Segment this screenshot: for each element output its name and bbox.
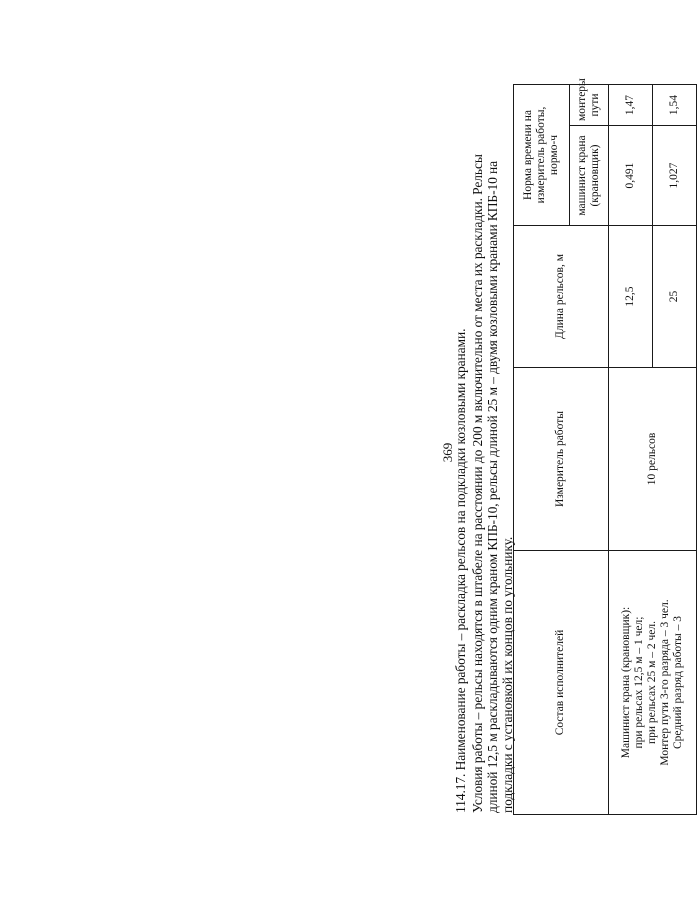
page-number: 369 <box>440 442 455 463</box>
track-fitters-cell: 1,47 <box>608 85 652 126</box>
performers-line: Средний разряд работы – 3 <box>671 615 684 750</box>
header-performers: Состав исполнителей <box>514 551 609 815</box>
header-norm-group: Норма времени на измеритель работы, нормо-ч <box>514 85 570 226</box>
conditions-line: подкладки с установкой их концов по угольнику. <box>500 536 515 813</box>
unit-cell: 10 рельсов <box>608 368 696 551</box>
work-conditions <box>470 73 515 813</box>
rail-length-cell: 12,5 <box>608 226 652 368</box>
header-row <box>514 85 570 815</box>
performers-line: Монтер пути 3-го разряда – 3 чел. <box>658 599 671 766</box>
performers-line: при рельсах 25 м – 2 чел. <box>645 620 658 745</box>
header-unit: Измеритель работы <box>514 368 609 551</box>
header-crane-operator: машинист крана (крановщик) <box>569 126 608 226</box>
crane-operator-cell: 1,027 <box>652 126 696 226</box>
conditions-line: Условия работы – рельсы находятся в штабеле на расстоянии до 200 м включительно от места их раскладки. Рельсы <box>470 154 485 813</box>
conditions-line: длиной 12,5 м раскладываются одним краном КПБ-10, рельсы длиной 25 м – двумя козловыми кранами КПБ-10 на <box>485 160 500 813</box>
rail-length-cell: 25 <box>652 226 696 368</box>
header-rail-length: Длина рельсов, м <box>514 226 609 368</box>
section-heading: 114.17. Наименование работы – раскладка рельсов на подкладки козловыми кранами. <box>453 328 468 813</box>
crane-operator-cell: 0,491 <box>608 126 652 226</box>
performers-line: при рельсах 12,5 м – 1 чел; <box>632 616 645 749</box>
performers-line: Машинист крана (крановщик): <box>619 606 632 759</box>
track-fitters-cell: 1,54 <box>652 85 696 126</box>
norms-table <box>513 78 697 815</box>
performers-cell <box>608 551 696 815</box>
table-row <box>608 85 652 815</box>
header-track-fitters: монтеры пути <box>569 85 608 126</box>
